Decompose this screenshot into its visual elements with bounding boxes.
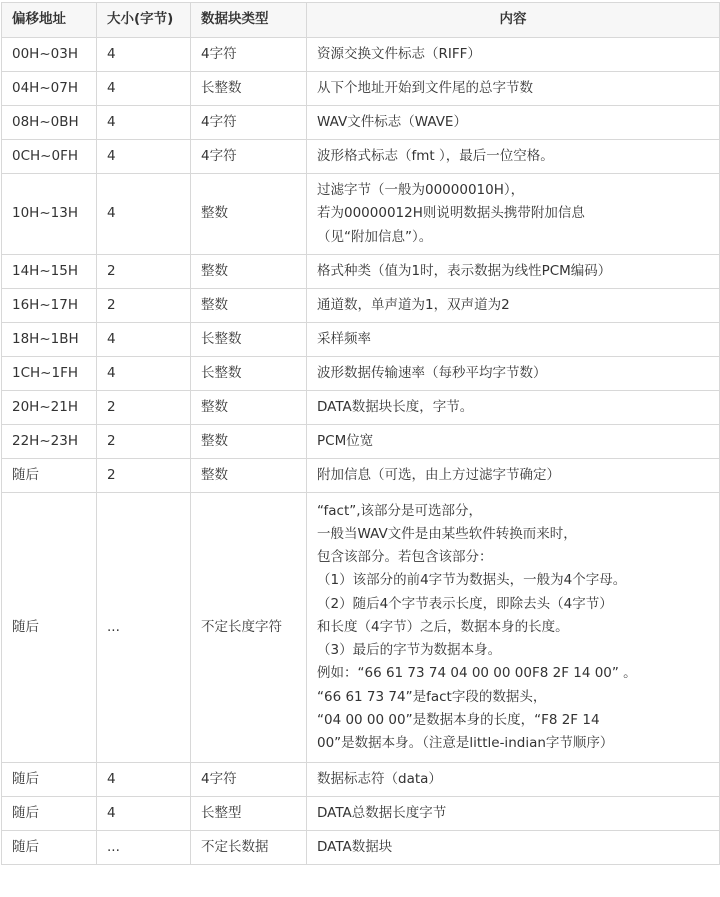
cell-offset: 00H~03H bbox=[2, 38, 97, 72]
cell-content: DATA数据块 bbox=[307, 831, 720, 865]
cell-offset: 08H~0BH bbox=[2, 106, 97, 140]
header-type: 数据块类型 bbox=[191, 3, 307, 38]
table-row bbox=[2, 255, 720, 289]
cell-content: DATA数据块长度，字节。 bbox=[307, 391, 720, 425]
header-offset: 偏移地址 bbox=[2, 3, 97, 38]
cell-offset: 随后 bbox=[2, 831, 97, 865]
cell-type: 整数 bbox=[191, 255, 307, 289]
table-row bbox=[2, 425, 720, 459]
cell-size: 4 bbox=[97, 797, 191, 831]
cell-content: 波形数据传输速率（每秒平均字节数） bbox=[307, 357, 720, 391]
cell-offset: 10H~13H bbox=[2, 174, 97, 255]
table-row bbox=[2, 391, 720, 425]
table-row bbox=[2, 763, 720, 797]
cell-offset: 14H~15H bbox=[2, 255, 97, 289]
cell-content: 过滤字节（一般为00000010H）， 若为00000012H则说明数据头携带附加信息 （见“附加信息”）。 bbox=[307, 174, 720, 255]
cell-content: 从下个地址开始到文件尾的总字节数 bbox=[307, 72, 720, 106]
cell-type: 整数 bbox=[191, 289, 307, 323]
cell-size: ... bbox=[97, 493, 191, 763]
header-content: 内容 bbox=[307, 3, 720, 38]
cell-type: 整数 bbox=[191, 391, 307, 425]
cell-offset: 随后 bbox=[2, 797, 97, 831]
cell-type: 整数 bbox=[191, 425, 307, 459]
cell-size: 4 bbox=[97, 323, 191, 357]
table-row bbox=[2, 323, 720, 357]
cell-offset: 随后 bbox=[2, 763, 97, 797]
table-row bbox=[2, 174, 720, 255]
cell-size: 4 bbox=[97, 357, 191, 391]
cell-offset: 随后 bbox=[2, 459, 97, 493]
cell-size: ... bbox=[97, 831, 191, 865]
cell-offset: 0CH~0FH bbox=[2, 140, 97, 174]
cell-type: 长整数 bbox=[191, 323, 307, 357]
cell-size: 2 bbox=[97, 459, 191, 493]
cell-type: 不定长数据 bbox=[191, 831, 307, 865]
cell-offset: 随后 bbox=[2, 493, 97, 763]
table-row bbox=[2, 106, 720, 140]
cell-size: 4 bbox=[97, 763, 191, 797]
table-row bbox=[2, 289, 720, 323]
header-size: 大小(字节) bbox=[97, 3, 191, 38]
cell-size: 4 bbox=[97, 140, 191, 174]
table-row bbox=[2, 493, 720, 763]
cell-size: 4 bbox=[97, 72, 191, 106]
cell-content: 附加信息（可选，由上方过滤字节确定） bbox=[307, 459, 720, 493]
cell-offset: 16H~17H bbox=[2, 289, 97, 323]
cell-content: 采样频率 bbox=[307, 323, 720, 357]
table-row bbox=[2, 797, 720, 831]
cell-content: 资源交换文件标志（RIFF） bbox=[307, 38, 720, 72]
cell-content: 波形格式标志（fmt ），最后一位空格。 bbox=[307, 140, 720, 174]
cell-size: 4 bbox=[97, 174, 191, 255]
cell-offset: 1CH~1FH bbox=[2, 357, 97, 391]
table-row bbox=[2, 357, 720, 391]
cell-offset: 20H~21H bbox=[2, 391, 97, 425]
cell-content: PCM位宽 bbox=[307, 425, 720, 459]
table-header-row bbox=[2, 3, 720, 38]
cell-type: 4字符 bbox=[191, 106, 307, 140]
cell-type: 整数 bbox=[191, 174, 307, 255]
cell-offset: 18H~1BH bbox=[2, 323, 97, 357]
cell-offset: 22H~23H bbox=[2, 425, 97, 459]
cell-size: 4 bbox=[97, 38, 191, 72]
cell-size: 2 bbox=[97, 425, 191, 459]
cell-content: WAV文件标志（WAVE） bbox=[307, 106, 720, 140]
cell-size: 4 bbox=[97, 106, 191, 140]
cell-offset: 04H~07H bbox=[2, 72, 97, 106]
cell-type: 不定长度字符 bbox=[191, 493, 307, 763]
table-row bbox=[2, 38, 720, 72]
cell-size: 2 bbox=[97, 255, 191, 289]
cell-content: 格式种类（值为1时，表示数据为线性PCM编码） bbox=[307, 255, 720, 289]
cell-content: “fact”,该部分是可选部分， 一般当WAV文件是由某些软件转换而来时， 包含该部分。若包含该部分： （1）该部分的前4字节为数据头，一般为4个字母。 （2）随后4个字节表示长度，即除去头（4字节） 和长度（4字节）之后，数据本身的长度。 （3）最后的字节为数据本身。 例如：“66 61 73 74 04 00 00 00F8 2F 14 00” 。 “66 61 73 74”是fact字段的数据头， “04 00 00 00”是数据本身的长度，“F8 2F 14 00”是数据本身。（注意是little-indian字节顺序） bbox=[307, 493, 720, 763]
cell-type: 4字符 bbox=[191, 38, 307, 72]
cell-type: 长整数 bbox=[191, 357, 307, 391]
cell-type: 4字符 bbox=[191, 140, 307, 174]
cell-type: 长整型 bbox=[191, 797, 307, 831]
cell-size: 2 bbox=[97, 391, 191, 425]
table-row bbox=[2, 140, 720, 174]
cell-content: 数据标志符（data） bbox=[307, 763, 720, 797]
table-row bbox=[2, 459, 720, 493]
cell-type: 长整数 bbox=[191, 72, 307, 106]
wav-format-table bbox=[1, 2, 720, 865]
cell-size: 2 bbox=[97, 289, 191, 323]
table-row bbox=[2, 831, 720, 865]
table-row bbox=[2, 72, 720, 106]
cell-content: DATA总数据长度字节 bbox=[307, 797, 720, 831]
cell-type: 整数 bbox=[191, 459, 307, 493]
cell-content: 通道数，单声道为1，双声道为2 bbox=[307, 289, 720, 323]
cell-type: 4字符 bbox=[191, 763, 307, 797]
